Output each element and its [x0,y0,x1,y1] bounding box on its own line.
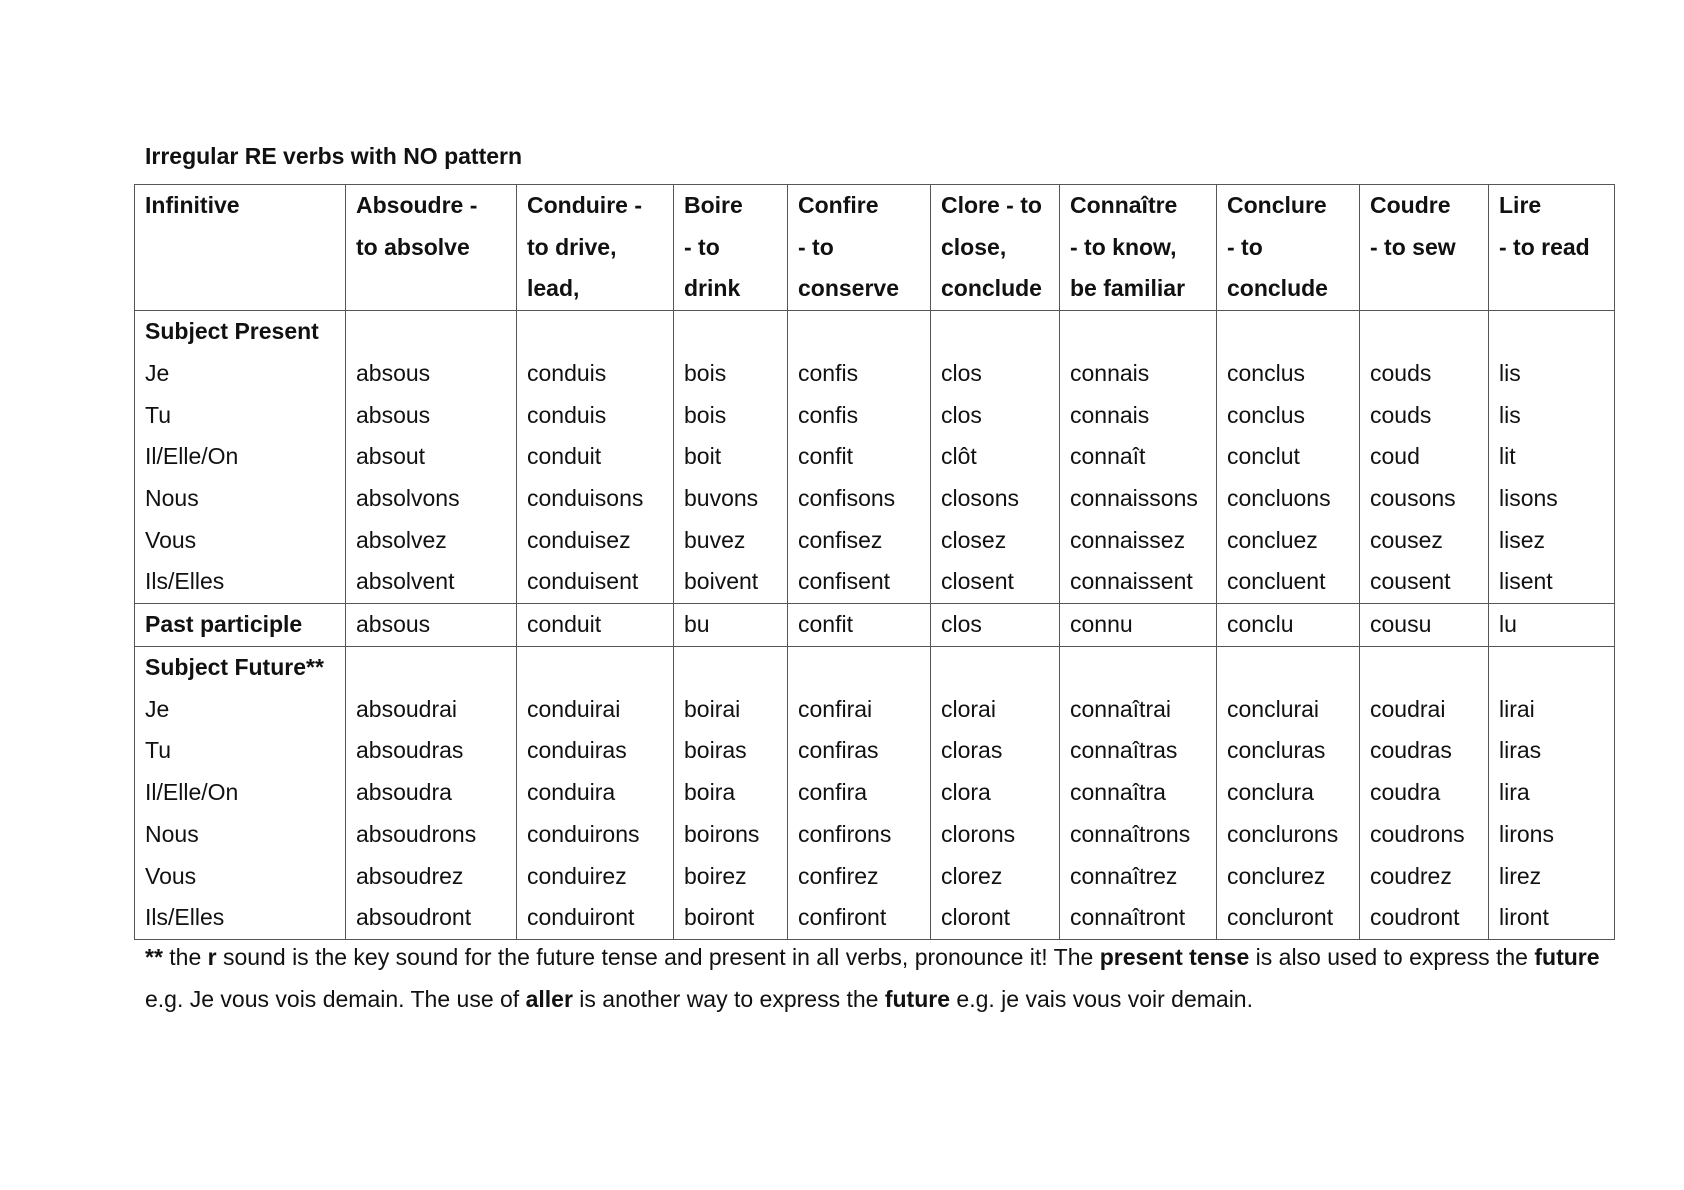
conjugated-form: cousons [1370,484,1456,511]
header-cell-verb [1489,185,1615,311]
present-tense-row [135,311,1615,604]
conjugation-cell [788,647,931,940]
past-participle-cell [1060,604,1217,647]
verb-header-line: - to [684,233,720,260]
cell-spacer [1227,311,1349,353]
cell-spacer [1227,647,1349,689]
conjugated-form: conclurons [1227,820,1339,847]
past-participle-label: Past participle [145,611,303,638]
conjugated-form: absolvez [356,526,447,553]
conjugated-form: couds [1370,401,1432,428]
conjugated-form: connaissons [1070,484,1198,511]
conjugated-form: absous [356,401,431,428]
conjugated-form: concluras [1227,737,1326,764]
cell-spacer [1070,311,1206,353]
conjugated-form: conduirons [527,820,640,847]
conjugated-form: connaît [1070,443,1146,470]
conjugated-form: connaissez [1070,526,1186,553]
header-cell-verb [1060,185,1217,311]
header-cell-verb [1217,185,1360,311]
conjugated-form: absolvons [356,484,460,511]
subject-pronoun: Ils/Elles [145,568,225,595]
conjugated-form: absoudrons [356,820,477,847]
conjugated-form: closez [941,526,1007,553]
conjugated-form: connaissent [1070,568,1193,595]
past-participle-cell [517,604,674,647]
cell-spacer [941,647,1049,689]
footnote-text: the [162,944,208,970]
subject-pronoun: Tu [145,401,171,428]
cell-spacer [356,647,506,689]
footnote-text: is also used to express the [1249,944,1535,970]
conjugated-form: bois [684,359,727,386]
footnote-emphasis: future [1534,944,1600,970]
cell-spacer [527,311,663,353]
cell-spacer [1370,647,1478,689]
conjugated-form: connaîtront [1070,904,1186,931]
past-participle-value: conclu [1227,611,1294,638]
conjugated-form: confis [798,401,859,428]
subject-pronoun: Je [145,695,170,722]
conjugation-cell [1217,311,1360,604]
conjugated-form: boivent [684,568,759,595]
past-participle-value: confit [798,611,853,638]
conjugated-form: confisez [798,526,883,553]
footnote-emphasis: future [884,986,951,1012]
conjugation-cell [517,647,674,940]
conjugated-form: clorons [941,820,1016,847]
conjugated-form: absoudront [356,904,472,931]
header-cell-verb [1360,185,1489,311]
verb-header-line: - to know, [1070,233,1177,260]
cell-spacer [684,311,777,353]
past-participle-value: absous [356,611,431,638]
conjugated-form: confiras [798,737,879,764]
conjugated-form: connais [1070,401,1150,428]
infinitive-label: Infinitive [145,192,240,218]
conjugated-form: conclut [1227,443,1300,470]
cell-spacer [1070,647,1206,689]
conjugated-form: conclura [1227,779,1314,806]
subject-pronoun: Ils/Elles [145,904,225,931]
conjugation-cell [788,311,931,604]
header-cell-verb [931,185,1060,311]
footnote-emphasis: aller [525,986,573,1012]
conjugated-form: absoudrai [356,695,458,722]
subject-pronoun: Tu [145,737,171,764]
conjugated-form: connaîtras [1070,737,1178,764]
conjugation-cell [1217,647,1360,940]
subject-pronoun: Vous [145,862,197,889]
conjugated-form: concluront [1227,904,1334,931]
verb-header-line: Conclure [1227,192,1327,218]
cell-spacer [1499,311,1604,353]
cell-spacer [356,311,506,353]
conjugated-form: lisons [1499,484,1558,511]
conjugated-form: absoudrez [356,862,464,889]
conjugated-form: coudrai [1370,695,1446,722]
conjugated-form: lisent [1499,568,1553,595]
footnote-emphasis: present tense [1099,944,1250,970]
conjugation-cell [1489,647,1615,940]
conjugated-form: connais [1070,359,1150,386]
conjugated-form: clôt [941,443,977,470]
verb-header-line: - to sew [1370,233,1456,260]
verb-header-line: conserve [798,275,900,302]
conjugated-form: concluez [1227,526,1318,553]
subject-pronoun: Nous [145,484,199,511]
subject-pronoun: Il/Elle/On [145,779,239,806]
conjugation-cell [1360,647,1489,940]
past-participle-cell [674,604,788,647]
conjugated-form: absout [356,443,426,470]
verb-header-line: to drive, [527,233,617,260]
verb-conjugation-table [134,184,1615,940]
conjugation-cell [674,311,788,604]
conjugated-form: lirez [1499,862,1542,889]
cell-spacer [684,647,777,689]
past-participle-cell [1217,604,1360,647]
conjugated-form: boirez [684,862,747,889]
conjugated-form: clos [941,359,982,386]
past-participle-label-cell [135,604,346,647]
conjugated-form: boiront [684,904,755,931]
conjugated-form: closent [941,568,1014,595]
conjugated-form: liront [1499,904,1549,931]
verb-header-line: Confire [798,192,879,218]
conjugation-cell [1060,311,1217,604]
past-participle-value: lu [1499,611,1517,638]
conjugated-form: connaîtrai [1070,695,1172,722]
verb-header-line: Absoudre - [356,192,478,218]
footnote [145,936,1625,1020]
past-participle-value: bu [684,611,710,638]
conjugated-form: confisent [798,568,891,595]
past-participle-value: cousu [1370,611,1432,638]
conjugated-form: lirai [1499,695,1535,722]
subject-pronoun: Nous [145,820,199,847]
conjugated-form: buvez [684,526,746,553]
verb-header-line: - to [1227,233,1263,260]
conjugated-form: conduira [527,779,616,806]
conjugated-form: absoudras [356,737,464,764]
conjugated-form: conduirai [527,695,621,722]
cell-spacer [798,311,920,353]
conjugated-form: conduiras [527,737,627,764]
verb-header-line: Boire [684,192,743,218]
conjugated-form: coud [1370,443,1420,470]
cell-spacer [941,311,1049,353]
past-participle-cell [931,604,1060,647]
conjugated-form: conduiront [527,904,635,931]
conjugated-form: confirez [798,862,879,889]
verb-header-line: conclude [1227,275,1328,302]
verb-header-line: be familiar [1070,275,1186,302]
conjugated-form: confit [798,443,853,470]
conjugated-form: connaîtrons [1070,820,1191,847]
conjugated-form: lis [1499,359,1521,386]
header-cell-infinitive [135,185,346,311]
header-row [135,185,1615,311]
subject-pronoun: Vous [145,526,197,553]
conjugated-form: conclus [1227,401,1305,428]
conjugated-form: cousez [1370,526,1443,553]
subject-pronoun: Il/Elle/On [145,443,239,470]
footnote-emphasis: ** [145,944,163,970]
page-title: Irregular RE verbs with NO pattern [145,143,523,169]
conjugated-form: conduisez [527,526,631,553]
footnote-text: is another way to express the [572,986,885,1012]
header-cell-verb [788,185,931,311]
conjugated-form: confira [798,779,868,806]
conjugated-form: connaîtra [1070,779,1166,806]
conjugation-cell [517,311,674,604]
conjugated-form: conduis [527,401,607,428]
conjugated-form: boirons [684,820,760,847]
conjugated-form: conclurez [1227,862,1326,889]
conjugated-form: conduit [527,443,602,470]
verb-header-line: Lire [1499,192,1542,218]
conjugated-form: coudrons [1370,820,1465,847]
conjugated-form: coudront [1370,904,1460,931]
past-participle-value: clos [941,611,982,638]
conjugation-cell [1360,311,1489,604]
section-label: Subject Present [145,318,319,345]
conjugation-cell [346,311,517,604]
conjugated-form: conclurai [1227,695,1320,722]
past-participle-row [135,604,1615,647]
future-tense-row [135,647,1615,940]
conjugated-form: conduisons [527,484,644,511]
conjugated-form: conduisent [527,568,639,595]
cell-spacer [1499,647,1604,689]
verb-header-line: Clore - to [941,192,1042,218]
conjugated-form: concluons [1227,484,1331,511]
section-label: Subject Future** [145,654,324,681]
conjugated-form: absous [356,359,431,386]
cell-spacer [1370,311,1478,353]
conjugation-cell [931,311,1060,604]
conjugation-cell [674,647,788,940]
verb-header-line: close, [941,233,1007,260]
conjugated-form: lis [1499,401,1521,428]
conjugated-form: coudrez [1370,862,1452,889]
conjugation-cell [931,647,1060,940]
conjugated-form: buvons [684,484,759,511]
conjugated-form: closons [941,484,1019,511]
conjugated-form: cloront [941,904,1011,931]
verb-header-line: Connaître [1070,192,1178,218]
subject-column [135,311,346,604]
conjugated-form: confiront [798,904,887,931]
conjugation-cell [1489,311,1615,604]
cell-spacer [527,647,663,689]
subject-pronoun: Je [145,359,170,386]
conjugated-form: clos [941,401,982,428]
conjugated-form: boirai [684,695,741,722]
conjugated-form: couds [1370,359,1432,386]
conjugated-form: cousent [1370,568,1451,595]
header-cell-verb [346,185,517,311]
footnote-text: e.g. je vais vous voir demain. [950,986,1253,1012]
verb-header-line: Conduire - [527,192,642,218]
conjugated-form: lira [1499,779,1530,806]
conjugated-form: cloras [941,737,1003,764]
verb-header-line: conclude [941,275,1042,302]
conjugated-form: bois [684,401,727,428]
verb-header-line: Coudre [1370,192,1451,218]
cell-spacer [798,647,920,689]
verb-header-line: drink [684,275,741,302]
conjugated-form: confirai [798,695,873,722]
conjugated-form: absolvent [356,568,455,595]
verb-header-line: - to [798,233,834,260]
conjugated-form: lirons [1499,820,1554,847]
conjugated-form: clorai [941,695,996,722]
conjugated-form: conclus [1227,359,1305,386]
past-participle-cell [1360,604,1489,647]
verb-header-line: lead, [527,275,580,302]
conjugated-form: boiras [684,737,747,764]
conjugated-form: confis [798,359,859,386]
conjugated-form: conduirez [527,862,627,889]
conjugated-form: boit [684,443,722,470]
conjugated-form: clora [941,779,991,806]
conjugated-form: liras [1499,737,1542,764]
past-participle-cell [346,604,517,647]
conjugated-form: confirons [798,820,892,847]
verb-header-line: - to read [1499,233,1590,260]
conjugated-form: lit [1499,443,1516,470]
footnote-text: sound is the key sound for the future tense and present in all verbs, pronounce it! The [216,944,1100,970]
past-participle-cell [788,604,931,647]
past-participle-cell [1489,604,1615,647]
past-participle-value: connu [1070,611,1133,638]
header-cell-verb [674,185,788,311]
verb-header-line: to absolve [356,233,470,260]
subject-column [135,647,346,940]
footnote-text: e.g. Je vous vois demain. The use of [145,986,526,1012]
conjugated-form: coudra [1370,779,1441,806]
conjugated-form: boira [684,779,736,806]
conjugated-form: conduis [527,359,607,386]
conjugated-form: clorez [941,862,1003,889]
conjugated-form: concluent [1227,568,1326,595]
conjugated-form: connaîtrez [1070,862,1178,889]
footnote-emphasis: r [207,944,217,970]
conjugated-form: coudras [1370,737,1452,764]
conjugated-form: absoudra [356,779,452,806]
header-cell-verb [517,185,674,311]
conjugation-cell [346,647,517,940]
conjugation-cell [1060,647,1217,940]
conjugated-form: lisez [1499,526,1546,553]
past-participle-value: conduit [527,611,602,638]
conjugated-form: confisons [798,484,896,511]
